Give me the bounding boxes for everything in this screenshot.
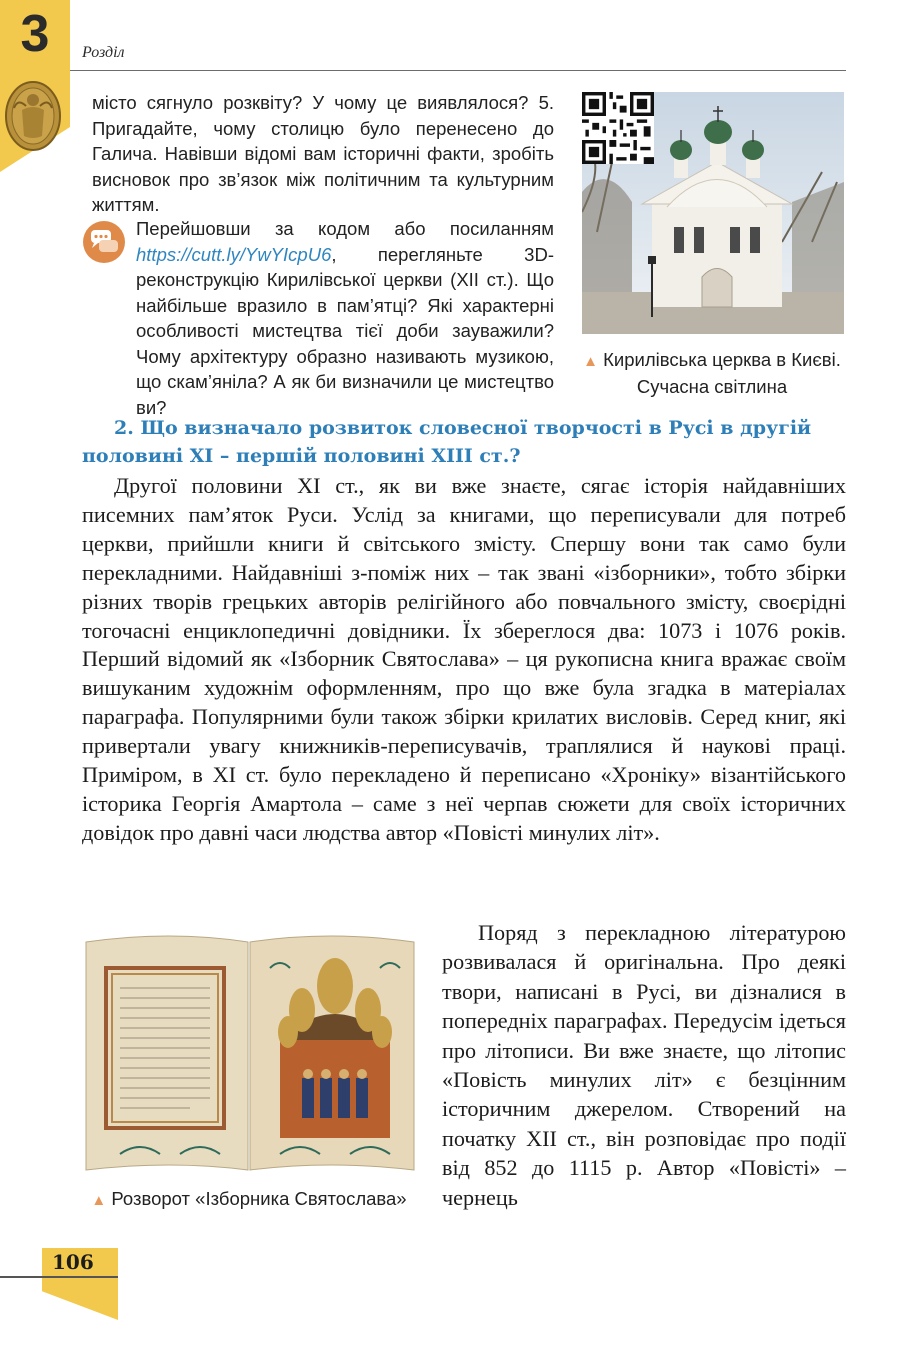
qr-task-prefix: Перейшовши за кодом або посиланням bbox=[136, 218, 554, 239]
chat-bubble-icon bbox=[82, 220, 126, 264]
church-caption-text: Кирилівська церква в Києві. Сучасна світлина bbox=[603, 349, 841, 397]
book-caption bbox=[80, 1186, 418, 1213]
izbornyk-sviatoslava-photo bbox=[80, 928, 418, 1178]
coin-emblem-icon bbox=[4, 80, 62, 152]
church-caption bbox=[572, 347, 852, 399]
book-caption-text: Розворот «Ізборника Святослава» bbox=[111, 1188, 407, 1209]
paragraph-1: Другої половини XI ст., як ви вже знаєте, сягає історія найдавніших писемних пам’яток Руси. Услід за книгами, що переписували для потреб церкви, прийшли книги й світського змісту. Спершу вони так само були перекладними. Найдавніші з-поміж них – так звані «ізборники», тобто збірки різних творів грецьких авторів релігійного або повчального змісту, своєрідні тогочасні енциклопедичні довідники. Їх збереглося два: 1073 і 1076 років. Перший відомий як «Ізборник Святослава» – ця рукописна книга вражає своїм вишуканим художнім оформленням, про що вже була згадка в матеріалах параграфа. Популярними були також збірки крилатих висловів. Серед книг, які привертали увагу книжників-переписувачів, траплялися й наукові праці. Приміром, в XI ст. було перекладено й переписано «Хроніку» візантійського історика Георгія Амартола – саме з неї черпав сюжети для своїх історичних довідок про давні часи людства автор «Повісті минулих літ». bbox=[82, 473, 846, 845]
qr-task-text bbox=[136, 216, 554, 420]
footer-divider bbox=[0, 1276, 118, 1278]
header-divider bbox=[70, 70, 846, 71]
reconstruction-link[interactable]: https://cutt.ly/YwYIcpU6 bbox=[136, 243, 332, 265]
paragraph-2: Поряд з перекладною літературою розвивалася й оригінальна. Про деякі твори, написані в Русі, ви дізналися в попередніх параграфах. Передусім ідеться про літописи. Ви вже знаєте, що літопис «Повість минулих літ» є безцінним історичним джерелом. Створений на початку XII ст., він розповідає про події від 852 до 1115 р. Автор «Повісті» – чернець bbox=[442, 920, 846, 1210]
chapter-label: Розділ bbox=[82, 44, 125, 61]
intro-text: місто сягнуло розквіту? У чому це виявлялося? 5. Пригадайте, чому столицю було перенесено до Галича. Навівши відомі вам історичні факти, зробіть висновок про зв’язок між політичним та культурним життям. bbox=[92, 92, 554, 215]
caption-triangle-icon: ▲ bbox=[91, 1192, 107, 1209]
qr-code[interactable] bbox=[582, 92, 654, 164]
caption-triangle-icon: ▲ bbox=[583, 353, 598, 370]
chapter-number: 3 bbox=[20, 5, 50, 63]
qr-task-suffix: , перегляньте 3D-реконструкцію Кирилівської церкви (XII ст.). Що найбільше вразило в пам’ятці? Які характерні особливості мистецтва тієї доби зауважили? Чому архітектуру образно називають музикою, що скам’яніла? А як би визначили це мистецтво ви? bbox=[136, 243, 554, 418]
page-number: 106 bbox=[52, 1250, 94, 1274]
section-heading: 2. Що визначало розвиток словесної творчості в Русі в другій половині XI – першій половині XIII ст.? bbox=[82, 417, 812, 467]
